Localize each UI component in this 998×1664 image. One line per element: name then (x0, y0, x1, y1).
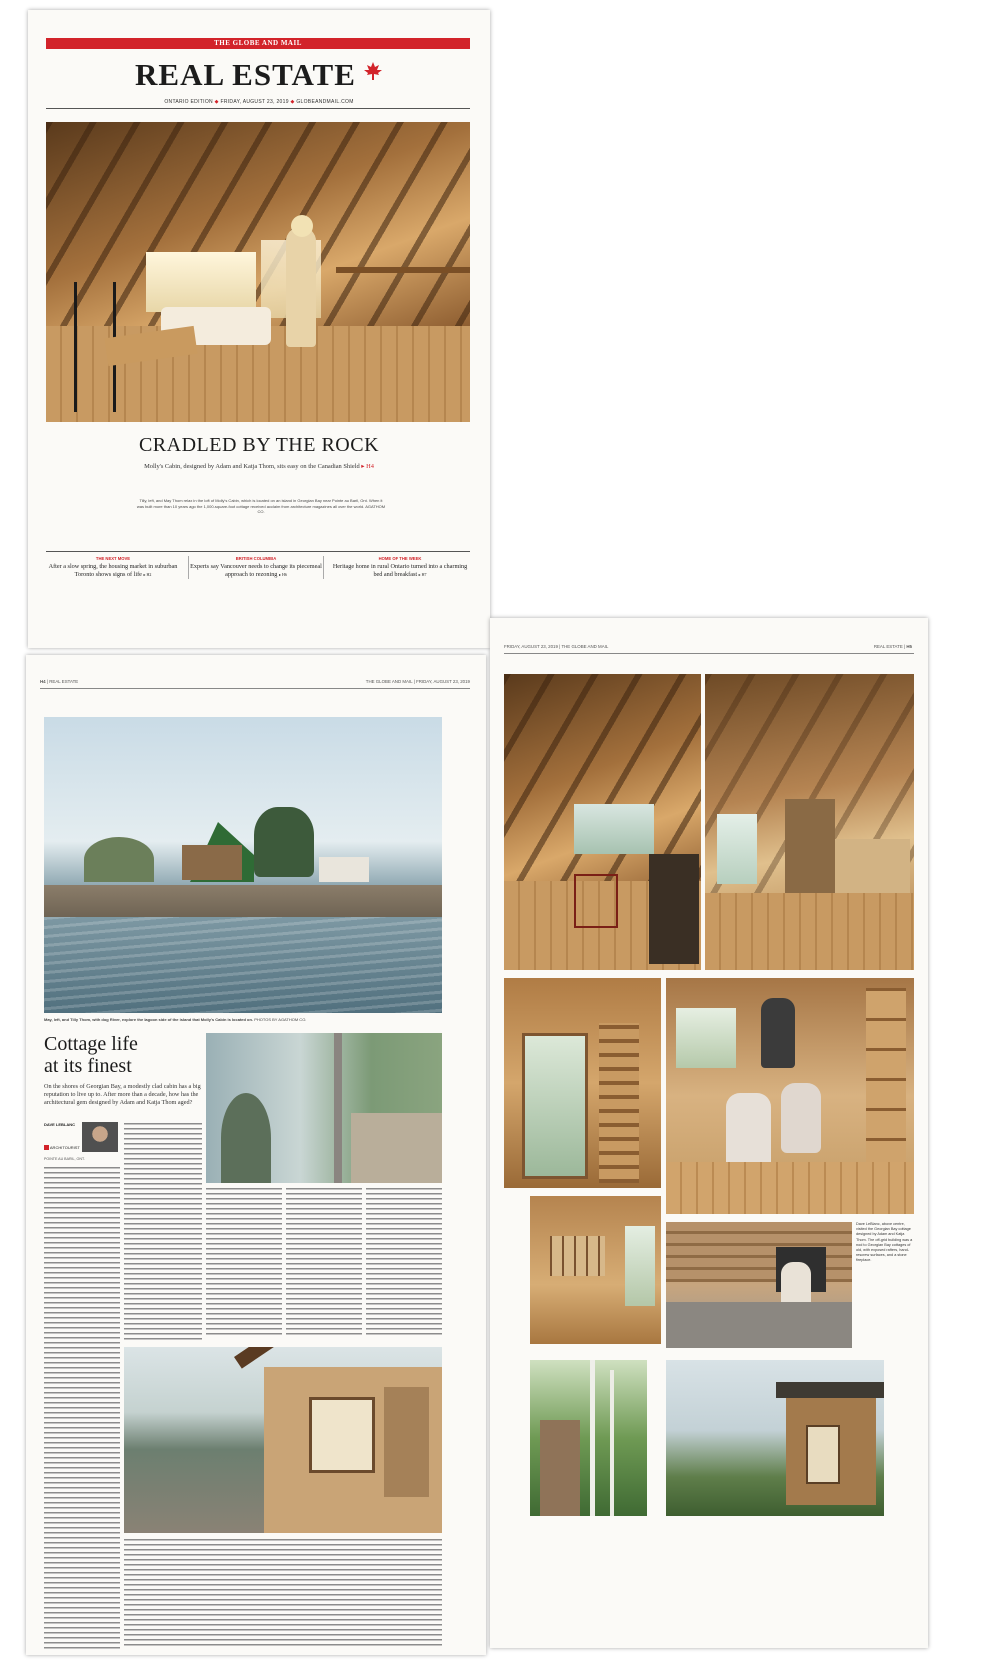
byline-portrait (82, 1122, 118, 1152)
teaser-british-columbia[interactable]: BRITISH COLUMBIA Experts say Vancouver needs to change its piecemeal approach to rezoning ▸ H6 (188, 556, 324, 579)
paper-name: THE GLOBE AND MAIL (214, 39, 302, 47)
cabin-meadow-photo (666, 1360, 884, 1516)
stairs-photo (504, 978, 661, 1188)
inside-right-sheet (490, 618, 928, 1648)
loft-photo (46, 122, 470, 422)
story-headline: Cottage life at its finest (44, 1033, 138, 1077)
story-body-col-3 (206, 1188, 282, 1338)
island-photo-caption: May, left, and Tilly Thom, with dog River, explore the lagoon side of the island that Molly's Cabin is located on. PHOTOS BY AGATHOM CO. (44, 1017, 307, 1022)
bench-reading-photo (666, 1222, 852, 1348)
section-title: REAL ESTATE (28, 57, 490, 93)
masthead-banner (46, 38, 470, 49)
front-headline: CRADLED BY THE ROCK (138, 434, 380, 456)
story-body-col-5 (366, 1188, 442, 1338)
inside-left-sheet (26, 655, 486, 1655)
teaser-home-of-week[interactable]: HOME OF THE WEEK Heritage home in rural Ontario turned into a charming bed and breakfast ▸ H7 (332, 556, 468, 578)
cabin-exterior-photo (124, 1347, 442, 1533)
right-folio-line: FRIDAY, AUGUST 23, 2019 | THE GLOBE AND MAIL REAL ESTATE | H5 (504, 644, 912, 649)
story-deck: On the shores of Georgian Bay, a modestly clad cabin has a big reputation to live up to. After more than a decade, how has the architectural gem designed by Adam and Katja Thom aged? (44, 1083, 201, 1106)
byline: DAVE LEBLANC ARCHITOURIST (44, 1122, 120, 1150)
right-page-caption: Dave LeBlanc, above centre, visited the Georgian Bay cottage designed by Adam and Katja Thom. The off-grid building was a nod to Georgian Bay cottages of old, with exposed rafters, hand-rescrew surfaces, and a stone fireplace. (856, 1222, 913, 1263)
dateline: POINTE AU BARIL, ONT. (44, 1157, 85, 1161)
kitchen-photo (705, 674, 914, 970)
front-subhead: Molly's Cabin, designed by Adam and Katja Thom, sits easy on the Canadian Shield ▸ H4 (144, 463, 374, 470)
story-body-col-4 (286, 1188, 362, 1338)
story-body-col-2 (124, 1123, 202, 1341)
bunk-room-photo (530, 1196, 661, 1344)
story-body-col-1 (44, 1167, 120, 1649)
maple-leaf-icon (363, 61, 383, 81)
edition-line: ONTARIO EDITION ◆ FRIDAY, AUGUST 23, 2019 ◆ GLOBEANDMAIL.COM (164, 99, 354, 105)
birch-trees-photo (530, 1360, 647, 1516)
front-page-sheet (28, 10, 490, 648)
dining-room-photo (504, 674, 701, 970)
left-folio-line: H4 | REAL ESTATE THE GLOBE AND MAIL | FRIDAY, AUGUST 23, 2019 (40, 679, 470, 684)
family-kitchen-photo (666, 978, 914, 1214)
teaser-next-move[interactable]: THE NEXT MOVE After a slow spring, the housing market in suburban Toronto shows signs of life ▸ H2 (48, 556, 178, 578)
island-photo (44, 717, 442, 1013)
story-body-col-6 (124, 1539, 442, 1647)
front-caption: Tilly, left, and May Thom relax in the loft of Molly's Cabin, which is located on an island in Georgian Bay near Pointe au Baril, Ont. When it was built more than 10 years ago the 1,000-square-foot cottage received acclaim from architecture magazines all over the world. AGATHOM CO. (136, 498, 386, 515)
porch-photo (206, 1033, 442, 1183)
